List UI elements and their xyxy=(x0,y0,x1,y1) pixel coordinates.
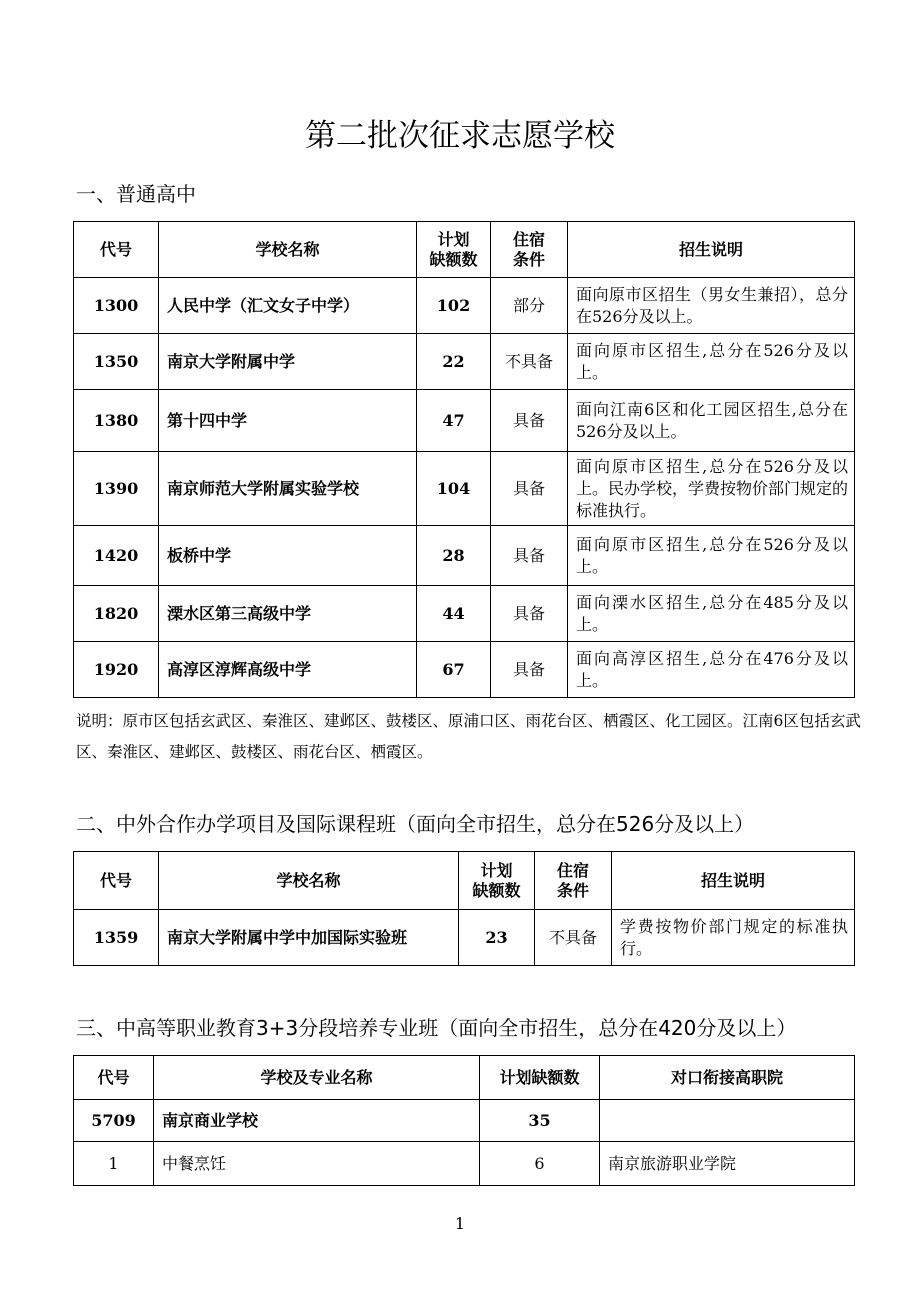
row-name: 南京大学附属中学中加国际实验班 xyxy=(159,910,459,966)
row-quota: 104 xyxy=(417,452,491,526)
section1-table xyxy=(73,221,855,698)
header-code: 代号 xyxy=(74,852,159,910)
row-desc: 面向原市区招生,总分在526分及以上。 xyxy=(568,334,855,390)
table-row xyxy=(74,334,855,390)
row-name: 第十四中学 xyxy=(159,390,417,452)
row-code: 1359 xyxy=(74,910,159,966)
row-quota: 22 xyxy=(417,334,491,390)
row-code: 1350 xyxy=(74,334,159,390)
row-desc: 面向原市区招生（男女生兼招），总分在526分及以上。 xyxy=(568,278,855,334)
row-code: 1920 xyxy=(74,642,159,698)
header-name: 学校及专业名称 xyxy=(154,1056,480,1100)
row-code: 1420 xyxy=(74,526,159,586)
table-header-row xyxy=(74,852,855,910)
row-name: 溧水区第三高级中学 xyxy=(159,586,417,642)
header-boarding-line1: 住宿 xyxy=(512,229,545,249)
row-quota: 35 xyxy=(480,1100,600,1142)
row-code: 1380 xyxy=(74,390,159,452)
row-desc: 面向溧水区招生,总分在485分及以上。 xyxy=(568,586,855,642)
table-header-row xyxy=(74,1056,855,1100)
section3-table xyxy=(73,1055,855,1186)
header-name: 学校名称 xyxy=(159,222,417,278)
row-quota: 102 xyxy=(417,278,491,334)
header-desc: 招生说明 xyxy=(568,222,855,278)
row-boarding: 部分 xyxy=(491,278,568,334)
row-desc: 面向原市区招生,总分在526分及以上。 xyxy=(568,526,855,586)
row-desc: 面向江南6区和化工园区招生,总分在526分及以上。 xyxy=(568,390,855,452)
row-boarding: 具备 xyxy=(491,452,568,526)
section3-heading: 三、中高等职业教育3+3分段培养专业班（面向全市招生，总分在420分及以上） xyxy=(76,1016,797,1040)
header-quota-line2: 缺额数 xyxy=(429,249,478,269)
header-boarding-line2: 条件 xyxy=(512,249,545,269)
table-row xyxy=(74,586,855,642)
header-quota-line1: 计划 xyxy=(437,229,470,249)
row-quota: 47 xyxy=(417,390,491,452)
page-number: 1 xyxy=(454,1214,466,1233)
row-code: 1390 xyxy=(74,452,159,526)
row-college: 南京旅游职业学院 xyxy=(600,1142,855,1186)
header-quota: 计划缺额数 xyxy=(480,1056,600,1100)
page-title: 第二批次征求志愿学校 xyxy=(305,118,615,154)
row-boarding: 不具备 xyxy=(491,334,568,390)
row-desc: 面向原市区招生,总分在526分及以上。民办学校，学费按物价部门规定的标准执行。 xyxy=(568,452,855,526)
row-name: 南京师范大学附属实验学校 xyxy=(159,452,417,526)
section1-note: 说明：原市区包括玄武区、秦淮区、建邺区、鼓楼区、原浦口区、雨花台区、栖霞区、化工园区。江南6区包括玄武区、秦淮区、建邺区、鼓楼区、雨花台区、栖霞区。 xyxy=(76,712,861,761)
row-code: 1300 xyxy=(74,278,159,334)
header-boarding xyxy=(535,852,612,910)
row-desc: 学费按物价部门规定的标准执行。 xyxy=(612,910,855,966)
section2-table xyxy=(73,851,855,966)
header-name: 学校名称 xyxy=(159,852,459,910)
table-row xyxy=(74,642,855,698)
table-row xyxy=(74,910,855,966)
row-quota: 6 xyxy=(480,1142,600,1186)
header-college: 对口衔接高职院 xyxy=(600,1056,855,1100)
header-quota xyxy=(459,852,535,910)
header-boarding-line1: 住宿 xyxy=(556,860,589,880)
row-name: 高淳区淳辉高级中学 xyxy=(159,642,417,698)
row-quota: 23 xyxy=(459,910,535,966)
header-quota xyxy=(417,222,491,278)
row-code: 5709 xyxy=(74,1100,154,1142)
header-boarding-line2: 条件 xyxy=(556,880,589,900)
row-desc: 面向高淳区招生,总分在476分及以上。 xyxy=(568,642,855,698)
row-name: 中餐烹饪 xyxy=(154,1142,480,1186)
table-row xyxy=(74,1142,855,1186)
table-row xyxy=(74,452,855,526)
header-quota-line2: 缺额数 xyxy=(472,880,521,900)
header-code: 代号 xyxy=(74,222,159,278)
row-college xyxy=(600,1100,855,1142)
row-name: 板桥中学 xyxy=(159,526,417,586)
row-boarding: 具备 xyxy=(491,390,568,452)
table-row xyxy=(74,1100,855,1142)
row-code: 1820 xyxy=(74,586,159,642)
header-desc: 招生说明 xyxy=(612,852,855,910)
row-code: 1 xyxy=(74,1142,154,1186)
table-row xyxy=(74,526,855,586)
row-boarding: 不具备 xyxy=(535,910,612,966)
section2-heading: 二、中外合作办学项目及国际课程班（面向全市招生，总分在526分及以上） xyxy=(76,812,755,836)
row-boarding: 具备 xyxy=(491,586,568,642)
row-name: 人民中学（汇文女子中学） xyxy=(159,278,417,334)
header-code: 代号 xyxy=(74,1056,154,1100)
table-row xyxy=(74,390,855,452)
section1-heading: 一、普通高中 xyxy=(76,182,196,206)
header-boarding xyxy=(491,222,568,278)
row-quota: 28 xyxy=(417,526,491,586)
row-boarding: 具备 xyxy=(491,526,568,586)
row-quota: 67 xyxy=(417,642,491,698)
row-boarding: 具备 xyxy=(491,642,568,698)
row-quota: 44 xyxy=(417,586,491,642)
table-row xyxy=(74,278,855,334)
table-header-row xyxy=(74,222,855,278)
row-name: 南京大学附属中学 xyxy=(159,334,417,390)
header-quota-line1: 计划 xyxy=(480,860,513,880)
row-name: 南京商业学校 xyxy=(154,1100,480,1142)
